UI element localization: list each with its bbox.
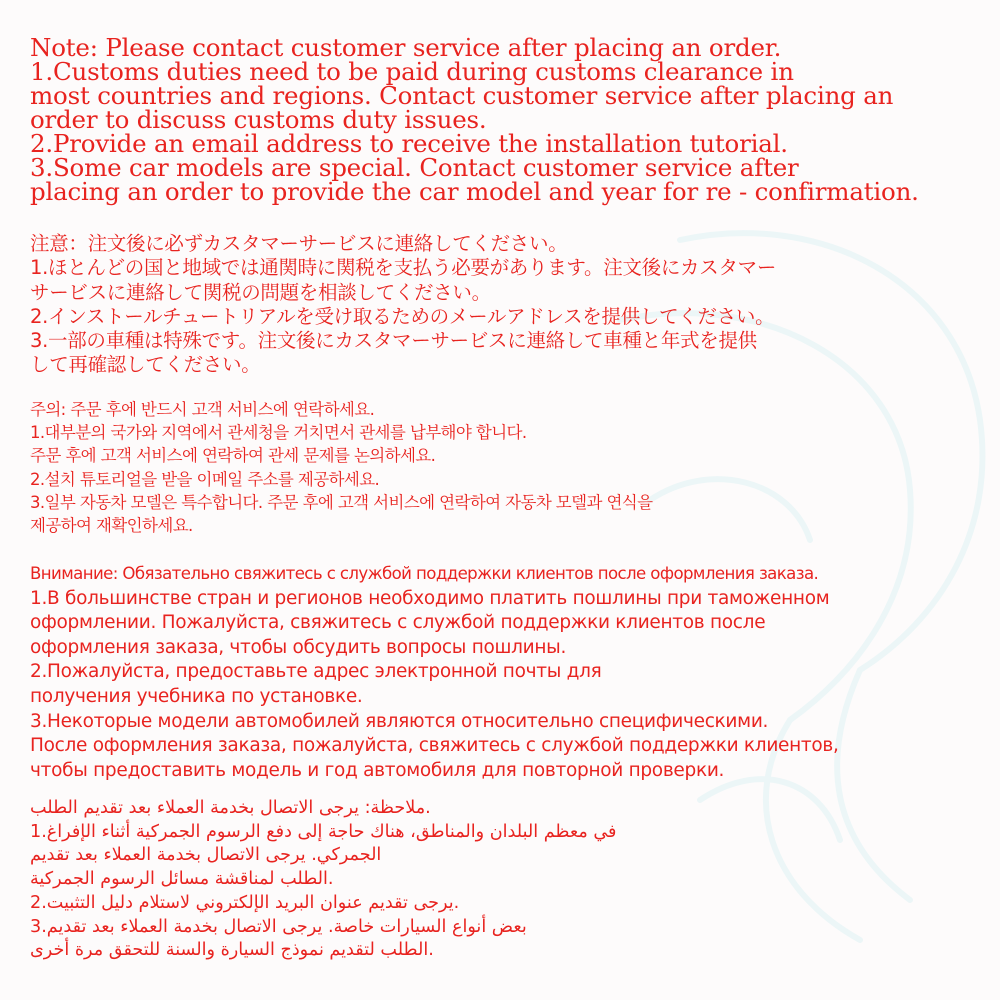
japanese-line: 2.インストールチュートリアルを受け取るためのメールアドレスを提供してください。 bbox=[30, 304, 775, 328]
korean-line: 제공하여 재확인하세요. bbox=[30, 516, 193, 536]
russian-line: получения учебника по установке. bbox=[30, 685, 363, 707]
korean-line: 2.설치 튜토리얼을 받을 이메일 주소를 제공하세요. bbox=[30, 469, 380, 489]
korean-line: 1.대부분의 국가와 지역에서 관세청을 거치면서 관세를 납부해야 합니다. bbox=[30, 423, 527, 443]
english-line: most countries and regions. Contact customer service after placing an bbox=[30, 81, 894, 110]
english-line: 1.Customs duties need to be paid during customs clearance in bbox=[30, 57, 794, 86]
korean-line: 주문 후에 고객 서비스에 연락하여 관세 문제를 논의하세요. bbox=[30, 446, 436, 466]
russian-line: 3.Некоторые модели автомобилей являются относительно специфическими. bbox=[30, 710, 769, 732]
english-line: order to discuss customs duty issues. bbox=[30, 105, 487, 134]
russian-line: 1.В большинстве стран и регионов необходимо платить пошлины при таможенном bbox=[30, 587, 830, 609]
japanese-line: して再確認してください。 bbox=[30, 353, 261, 377]
arabic-line: ملاحظة: يرجى الاتصال بخدمة العملاء بعد تقديم الطلب. bbox=[30, 798, 431, 818]
arabic-line: 1.في معظم البلدان والمناطق، هناك حاجة إلى دفع الرسوم الجمركية أثناء الإفراغ bbox=[30, 821, 617, 842]
japanese-notice bbox=[30, 232, 988, 378]
arabic-line: 2.يرجى تقديم عنوان البريد الإلكتروني لاستلام دليل التثبيت. bbox=[30, 892, 460, 913]
japanese-line: 1.ほとんどの国と地域では通関時に関税を支払う必要があります。注文後にカスタマー bbox=[30, 256, 777, 280]
russian-line: 2.Пожалуйста, предоставьте адрес электронной почты для bbox=[30, 661, 602, 683]
english-line: 3.Some car models are special. Contact customer service after bbox=[30, 153, 799, 182]
arabic-notice bbox=[30, 797, 988, 963]
english-line: Note: Please contact customer service after placing an order. bbox=[30, 33, 782, 62]
russian-line: После оформления заказа, пожалуйста, свяжитесь с службой поддержки клиентов, bbox=[30, 735, 839, 757]
korean-line: 3.일부 자동차 모델은 특수합니다. 주문 후에 고객 서비스에 연락하여 자동차 모델과 연식을 bbox=[30, 492, 653, 512]
arabic-line: الطلب لتقديم نموذج السيارة والسنة للتحقق مرة أخرى. bbox=[30, 940, 434, 961]
japanese-line: サービスに連絡して関税の問題を相談してください。 bbox=[30, 280, 491, 304]
arabic-line: الجمركي. يرجى الاتصال بخدمة العملاء بعد تقديم bbox=[30, 845, 382, 866]
russian-line: оформления заказа, чтобы обсудить вопросы пошлины. bbox=[30, 636, 567, 658]
russian-line: оформлении. Пожалуйста, свяжитесь с службой поддержки клиентов после bbox=[30, 612, 766, 634]
japanese-line: 注意：注文後に必ずカスタマーサービスに連絡してください。 bbox=[30, 232, 568, 255]
russian-notice bbox=[30, 562, 988, 783]
english-notice bbox=[30, 33, 988, 206]
russian-line: чтобы предоставить модель и год автомобиля для повторной проверки. bbox=[30, 759, 725, 781]
arabic-line: الطلب لمناقشة مسائل الرسوم الجمركية. bbox=[30, 869, 334, 890]
korean-notice bbox=[30, 398, 988, 537]
korean-line: 주의: 주문 후에 반드시 고객 서비스에 연락하세요. bbox=[30, 400, 375, 419]
english-line: 2.Provide an email address to receive the installation tutorial. bbox=[30, 129, 788, 158]
japanese-line: 3.一部の車種は特殊です。注文後にカスタマーサービスに連絡して車種と年式を提供 bbox=[30, 329, 757, 353]
english-line: placing an order to provide the car model and year for re - confirmation. bbox=[30, 177, 919, 206]
arabic-line: 3.بعض أنواع السيارات خاصة. يرجى الاتصال بخدمة العملاء بعد تقديم bbox=[30, 916, 527, 937]
russian-line: Внимание: Обязательно свяжитесь с службой поддержки клиентов после оформления заказа. bbox=[30, 564, 819, 583]
